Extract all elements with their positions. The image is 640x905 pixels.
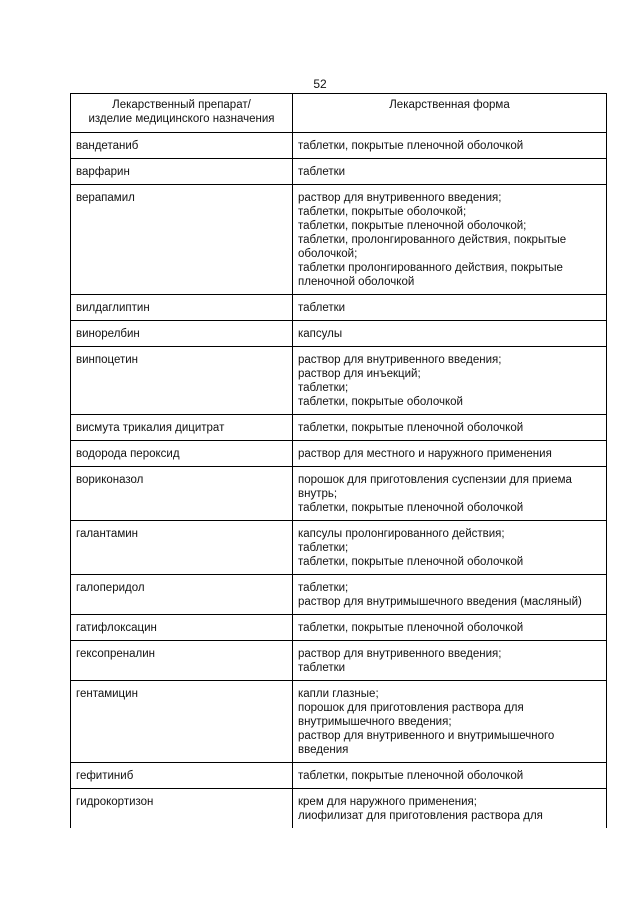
table-row <box>71 467 607 521</box>
table-row <box>71 415 607 441</box>
table-row <box>71 185 607 295</box>
dosage-form-line: таблетки <box>298 302 346 314</box>
drug-name-cell: гексопреналин <box>71 641 293 681</box>
table-row <box>71 295 607 321</box>
dosage-form-cell <box>293 521 607 575</box>
table-row <box>71 159 607 185</box>
dosage-form-cell <box>293 159 607 185</box>
dosage-form-cell <box>293 467 607 521</box>
dosage-form-line: таблетки, покрытые пленочной оболочкой <box>298 422 524 434</box>
drug-table <box>70 93 607 828</box>
dosage-form-line: раствор для внутривенного введения; <box>298 354 502 366</box>
drug-name-cell: гентамицин <box>71 681 293 763</box>
dosage-form-line: крем для наружного применения; <box>298 796 477 808</box>
drug-name-cell: галантамин <box>71 521 293 575</box>
table-row <box>71 641 607 681</box>
dosage-form-line: раствор для внутривенного и внутримышечного введения <box>298 730 555 756</box>
dosage-form-line: таблетки пролонгированного действия, покрытые пленочной оболочкой <box>298 262 563 288</box>
dosage-form-line: таблетки, покрытые оболочкой; <box>298 206 467 218</box>
dosage-form-cell <box>293 185 607 295</box>
drug-name-cell: водорода пероксид <box>71 441 293 467</box>
drug-name-cell: вандетаниб <box>71 133 293 159</box>
dosage-form-line: раствор для инъекций; <box>298 368 421 380</box>
page-number: 52 <box>313 77 327 91</box>
dosage-form-line: порошок для приготовления раствора для внутримышечного введения; <box>298 702 524 728</box>
dosage-form-line: таблетки; <box>298 382 349 394</box>
table-row <box>71 763 607 789</box>
table-row <box>71 615 607 641</box>
dosage-form-cell <box>293 133 607 159</box>
dosage-form-line: таблетки <box>298 166 346 178</box>
dosage-form-line: раствор для местного и наружного применения <box>298 448 552 460</box>
dosage-form-line: капсулы <box>298 328 343 340</box>
dosage-form-line: таблетки, покрытые пленочной оболочкой <box>298 502 524 514</box>
table-row <box>71 681 607 763</box>
dosage-form-cell <box>293 763 607 789</box>
table-row <box>71 789 607 829</box>
header-dosage-form: Лекарственная форма <box>293 94 607 133</box>
table-row <box>71 575 607 615</box>
dosage-form-line: капли глазные; <box>298 688 379 700</box>
table-row <box>71 521 607 575</box>
drug-name-cell: галоперидол <box>71 575 293 615</box>
dosage-form-line: таблетки, пролонгированного действия, покрытые оболочкой; <box>298 234 567 260</box>
dosage-form-cell <box>293 347 607 415</box>
dosage-form-line: таблетки, покрытые пленочной оболочкой; <box>298 220 527 232</box>
dosage-form-line: таблетки, покрытые пленочной оболочкой <box>298 140 524 152</box>
drug-name-cell: гефитиниб <box>71 763 293 789</box>
dosage-form-cell <box>293 295 607 321</box>
dosage-form-cell <box>293 789 607 829</box>
dosage-form-cell <box>293 321 607 347</box>
dosage-form-cell <box>293 681 607 763</box>
drug-name-cell: вориконазол <box>71 467 293 521</box>
table-row <box>71 347 607 415</box>
table-row <box>71 133 607 159</box>
dosage-form-line: раствор для внутримышечного введения (масляный) <box>298 596 582 608</box>
drug-name-cell: верапамил <box>71 185 293 295</box>
dosage-form-line: таблетки, покрытые пленочной оболочкой <box>298 770 524 782</box>
dosage-form-line: лиофилизат для приготовления раствора для <box>298 810 543 822</box>
header-drug-name: Лекарственный препарат/ изделие медицинского назначения <box>71 94 293 133</box>
dosage-form-line: таблетки; <box>298 582 349 594</box>
drug-name-cell: висмута трикалия дицитрат <box>71 415 293 441</box>
dosage-form-line: раствор для внутривенного введения; <box>298 648 502 660</box>
dosage-form-line: таблетки; <box>298 542 349 554</box>
drug-name-cell: вилдаглиптин <box>71 295 293 321</box>
drug-name-cell: гатифлоксацин <box>71 615 293 641</box>
drug-name-cell: винпоцетин <box>71 347 293 415</box>
table-header-row <box>71 94 607 133</box>
dosage-form-cell <box>293 415 607 441</box>
dosage-form-cell <box>293 615 607 641</box>
drug-name-cell: варфарин <box>71 159 293 185</box>
dosage-form-line: раствор для внутривенного введения; <box>298 192 502 204</box>
dosage-form-cell <box>293 575 607 615</box>
dosage-form-line: порошок для приготовления суспензии для приема внутрь; <box>298 474 572 500</box>
dosage-form-line: таблетки <box>298 662 346 674</box>
drug-name-cell: винорелбин <box>71 321 293 347</box>
drug-name-cell: гидрокортизон <box>71 789 293 829</box>
dosage-form-cell <box>293 641 607 681</box>
dosage-form-line: таблетки, покрытые пленочной оболочкой <box>298 622 524 634</box>
dosage-form-cell <box>293 441 607 467</box>
table-row <box>71 321 607 347</box>
dosage-form-line: таблетки, покрытые пленочной оболочкой <box>298 556 524 568</box>
table-row <box>71 441 607 467</box>
dosage-form-line: капсулы пролонгированного действия; <box>298 528 505 540</box>
dosage-form-line: таблетки, покрытые оболочкой <box>298 396 463 408</box>
